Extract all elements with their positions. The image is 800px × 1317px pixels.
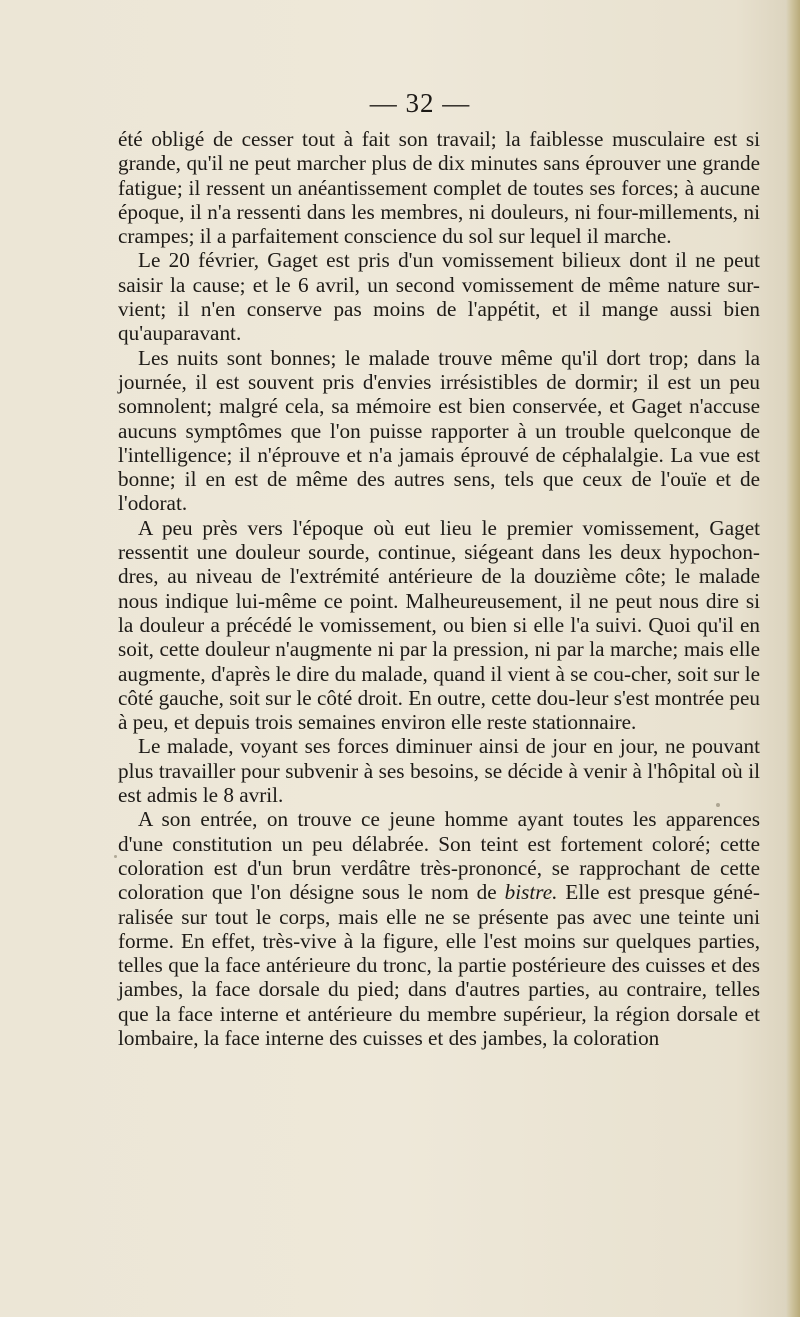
page-edge-shadow: [786, 0, 800, 1317]
paragraph-text: Les nuits sont bonnes; le malade trouve même qu'il dort trop; dans la journée, il est souvent pris d'envies irrésistibles de dormir; il est un peu somnolent; malgré cela, sa mémoire est bien conservée, et Gaget n'accuse aucuns symptômes que l'on puisse rapporter à un trouble quelconque de l'intelligence; il n'éprouve et n'a jamais éprouvé de céphalalgie. La vue est bonne; il en est de même des autres sens, tels que ceux de l'ouïe et de l'odorat.: [118, 345, 760, 516]
paragraph-text: été obligé de cesser tout à fait son travail; la faiblesse musculaire est si grande, qu'il ne peut marcher plus de dix minutes sans éprouver une grande fatigue; il ressent un anéantissement complet de toutes ses forces; à aucune époque, il n'a ressenti dans les membres, ni douleurs, ni four-millements, ni crampes; il a parfaitement conscience du sol sur lequel il marche.: [118, 127, 760, 249]
paragraph-1: [118, 127, 760, 248]
paragraph-2: [118, 248, 760, 345]
paragraph-6: [118, 807, 760, 1050]
paragraph-text: A son entrée, on trouve ce jeune homme ayant toutes les apparences d'une constitution un peu délabrée. Son teint est fortement coloré; cette coloration est d'un brun verdâtre très-prononcé, se rapprochant de cette coloration que l'on désigne sous le nom de: [118, 807, 760, 905]
print-speck: [114, 855, 117, 858]
body-text: [118, 127, 760, 1050]
paragraph-text: Le 20 février, Gaget est pris d'un vomissement bilieux dont il ne peut saisir la cause; et le 6 avril, un second vomissement de même nature sur-vient; il n'en conserve pas moins de l'appétit, et il mange aussi bien qu'auparavant.: [118, 248, 760, 346]
paragraph-text: A peu près vers l'époque où eut lieu le premier vomissement, Gaget ressentit une douleur sourde, continue, siégeant dans les deux hypochon-dres, au niveau de l'extrémité antérieure de la douzième côte; le malade nous indique lui-même ce point. Malheureusement, il ne peut nous dire si la douleur a précédé le vomissement, ou bien si elle l'a suivi. Quoi qu'il en soit, cette douleur n'augmente ni par la pression, ni par la marche; mais elle augmente, d'après le dire du malade, quand il vient à se cou-cher, soit sur le côté gauche, soit sur le côté droit. En outre, cette dou-leur s'est montrée peu à peu, et depuis trois semaines environ elle reste stationnaire.: [118, 515, 760, 735]
paragraph-text: Le malade, voyant ses forces diminuer ainsi de jour en jour, ne pouvant plus travailler pour subvenir à ses besoins, se décide à venir à l'hôpital où il est admis le 8 avril.: [118, 734, 760, 808]
paragraph-5: [118, 734, 760, 807]
paragraph-text: Elle est presque géné-ralisée sur tout le corps, mais elle ne se présente pas avec une teinte uni forme. En effet, très-vive à la figure, elle l'est moins sur quelques parties, telles que la face antérieure du tronc, la partie postérieure des cuisses et des jambes, la face dorsale du pied; dans d'autres parties, au contraire, telles que la face interne et antérieure du membre supérieur, la région dorsale et lombaire, la face interne des cuisses et des jambes, la coloration: [118, 880, 760, 1050]
print-speck: [716, 803, 720, 807]
paragraph-3: [118, 346, 760, 516]
page-number: — 32 —: [369, 88, 471, 118]
italic-term: bistre.: [504, 880, 558, 905]
paragraph-4: [118, 516, 760, 735]
